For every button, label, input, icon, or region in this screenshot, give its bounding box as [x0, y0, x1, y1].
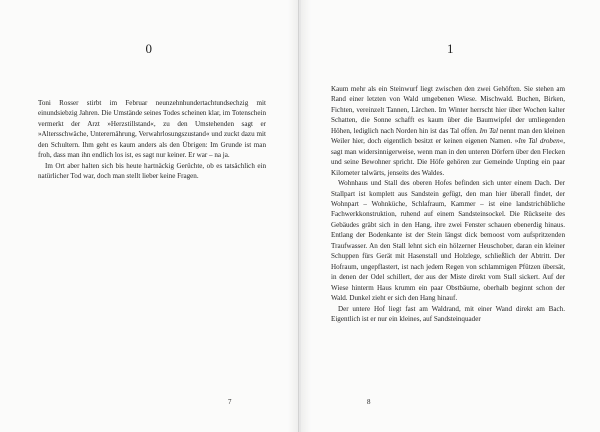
paragraph: Im Ort aber halten sich bis heute hartnäckig Gerüchte, ob es tatsächlich ein natürlicher Tod war, doch man stellt lieber keine Fragen. [38, 161, 266, 181]
text-run: Die Höfe gehören zur Gemeinde Unpting ein paar Kilometer talwärts, jenseits des Waldes. [331, 158, 565, 177]
right-page [301, 0, 600, 432]
paragraph [331, 84, 565, 178]
text-run: Kaum mehr als ein Steinwurf liegt zwischen den zwei Gehöften. Sie stehen am Rand einer letzten von Wald umgebenen Wiese. Mischwald. Buchen, Birken, Fichten, vereinzelt Tannen, Lärchen. Im Winter herrscht hier über Wochen kalter Schatten, die Sonne schafft es kaum über die Baumwipfel der umliegenden Höhen, lediglich nach Norden hin ist das Tal offen. [331, 85, 565, 135]
italic-text: Im Tal droben [518, 137, 560, 146]
gutter-shadow [288, 0, 298, 432]
page-number: 7 [228, 398, 232, 406]
text-run: «, sagt man widersinnigerweise, wenn man in den unteren Dörfern über den Flecken und seine Bewohner spricht. [331, 137, 565, 167]
paragraph: Der untere Hof liegt fast am Waldrand, mit einer Wand direkt am Bach. Eigentlich ist er nur ein kleines, auf Sandsteinquader [331, 304, 565, 323]
text-run: nennt man den kleinen Weiler hier, doch eigentlich besitzt er keinen eigenen Namen. [331, 126, 565, 146]
left-page [0, 0, 299, 432]
body-text [331, 84, 565, 324]
body-text [38, 98, 266, 182]
chapter-number: 1 [447, 41, 454, 56]
paragraph: Wohnhaus und Stall des oberen Hofes befinden sich unter einem Dach. Der Stallpart ist komplett aus Sandstein gefügt, den man hier überall findet, der Wohnpart – Wohnküche, Schlafraum, Kammer – ist eine landstrichübliche Fachwerkkonstruktion, ruhend auf einem Sandsteinsockel. Die Rückseite des Gebäudes gräbt sich in den Hang, ihre zwei Fenster schauen ebenerdig hinaus. Entlang der Bodenkante ist der Stein längst dick bemoost vom aufspritzenden Traufwasser. An den Stall lehnt sich ein hölzerner Heuschober, daran ein kleiner Schuppen fürs Gerät mit Hasenstall und Holzlege, schließlich der Abtritt. Der Hofraum, ungepflastert, ist nach jedem Regen von schlammigen Pfützen übersät, in denen der Odel schillert, der aus der Miste direkt vom Stall sickert. Auf der Wiese hinterm Haus krumm ein paar Obstbäume, oberhalb beginnt schon der Wald. Dunkel zieht er sich den Hang hinauf. [331, 179, 565, 303]
gutter-shadow [301, 0, 311, 432]
italic-text: Im Tal [479, 126, 498, 135]
chapter-number: 0 [145, 41, 153, 56]
text-run: » [514, 137, 519, 146]
page-number: 8 [367, 398, 371, 406]
paragraph: Toni Rosser stirbt im Februar neunzehnhundertachtundsechzig mit einundsiebzig Jahren. Die Umstände seines Todes scheinen klar, im Totenschein vermerkt der Arzt »Herzstillstand«, zu den Umstehenden sagt er »Altersschwäche, Unterernährung, Verwahrlosungszustand« und zuckt dazu mit den Schultern. Ihm geht es kaum anders als den Übrigen: Im Grunde ist man froh, dass man ihn endlich los ist, es sagt nur keiner. Er war – na ja. [38, 99, 266, 160]
